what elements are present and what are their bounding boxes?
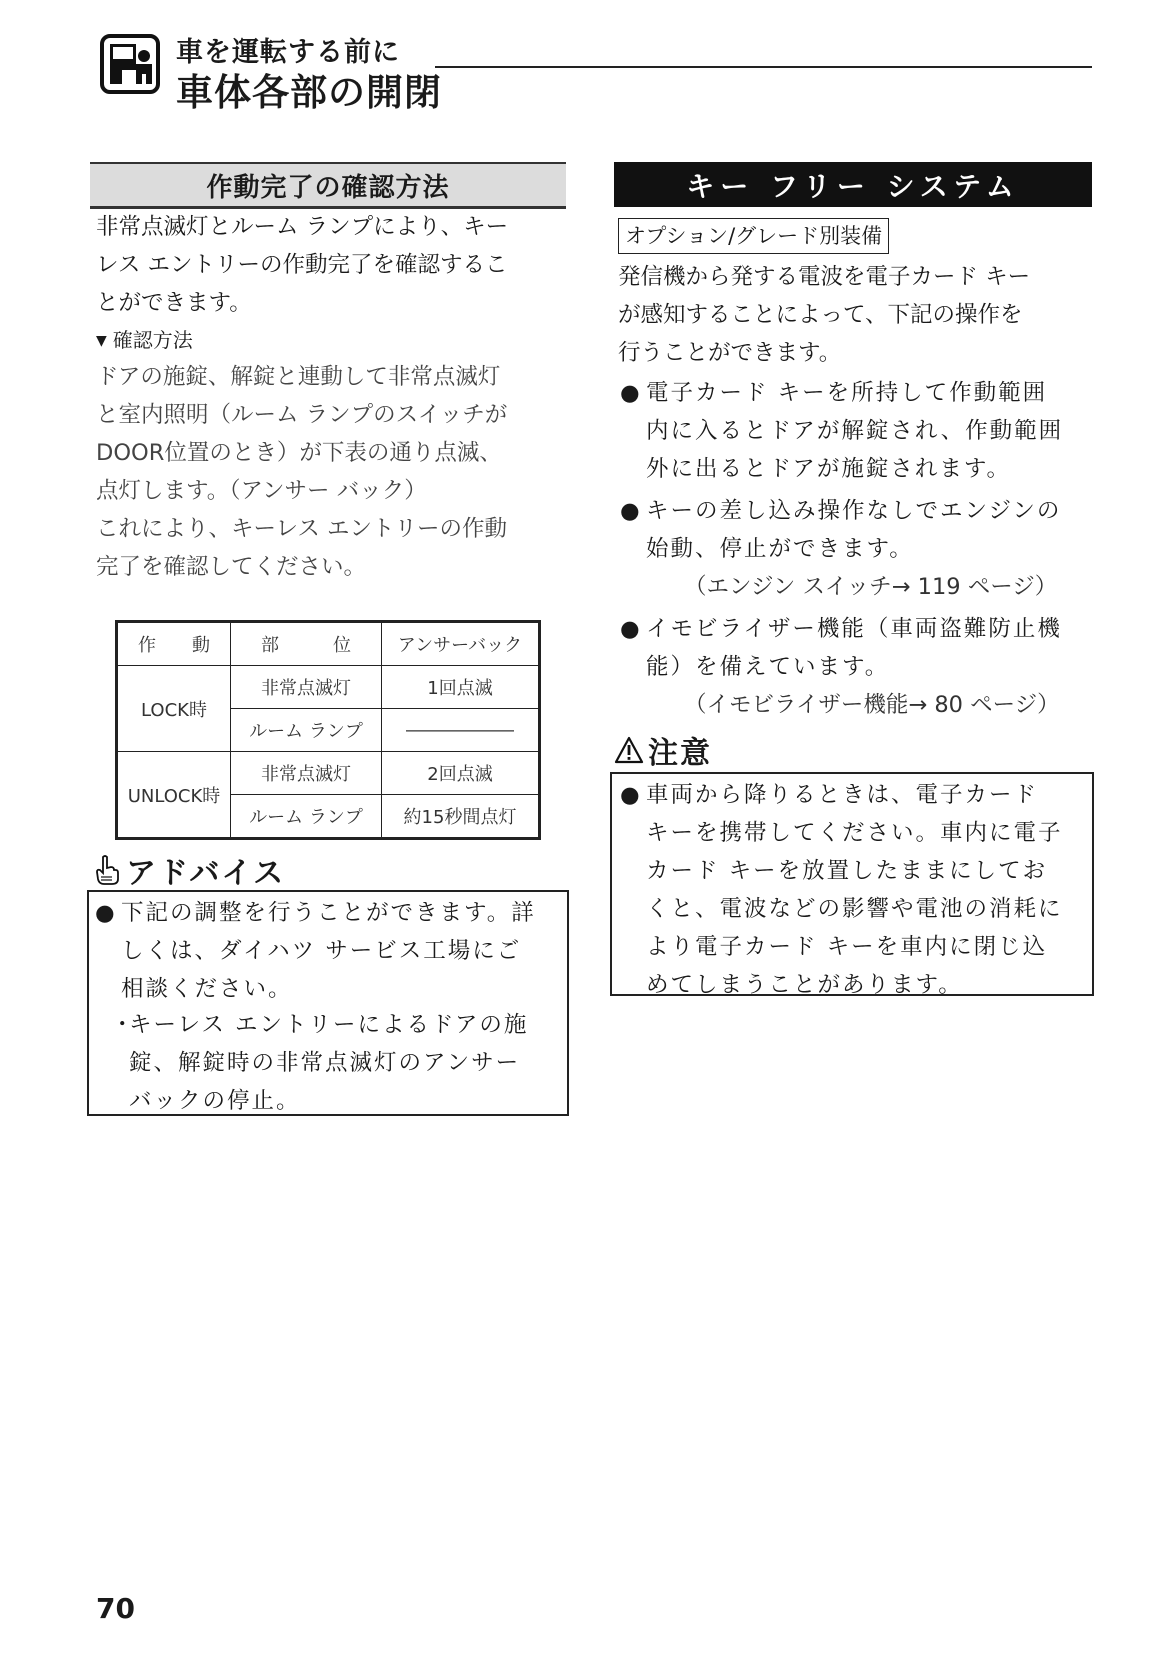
text-line: レス エントリーの作動完了を確認するこ bbox=[96, 252, 508, 278]
text-line: より電子カード キーを車内に閉じ込 bbox=[646, 934, 1048, 960]
text-line: 行うことができます。 bbox=[618, 340, 842, 366]
text-line: これにより、キーレス エントリーの作動 bbox=[96, 516, 508, 542]
feature-bullet bbox=[620, 374, 1092, 488]
text-line: キーレス エントリーによるドアの施 bbox=[129, 1012, 529, 1038]
text-line: 発信機から発する電波を電子カード キー bbox=[618, 264, 1031, 290]
table-cell-answer: 2回点滅 bbox=[382, 752, 540, 795]
option-grade-tag: オプション/グレード別装備 bbox=[618, 218, 889, 254]
text-line: 点灯します。（アンサー バック） bbox=[96, 478, 427, 504]
text-line: ドアの施錠、解錠と連動して非常点滅灯 bbox=[96, 364, 501, 390]
table-cell-answer: 1回点滅 bbox=[382, 666, 540, 709]
table-header-cell: 部 位 bbox=[231, 622, 382, 666]
section-heading-text: キー フリー システム bbox=[686, 169, 1020, 203]
text-line: が感知することによって、下記の操作を bbox=[618, 302, 1023, 328]
text-line: バックの停止。 bbox=[129, 1088, 301, 1114]
table-cell-answer: 約15秒間点灯 bbox=[382, 795, 540, 839]
page-number: 70 bbox=[96, 1592, 135, 1625]
pointing-hand-icon bbox=[94, 855, 120, 885]
text-line: カード キーを放置したままにしてお bbox=[646, 858, 1048, 884]
text-line: しくは、ダイハツ サービス工場にご bbox=[121, 938, 522, 964]
section-heading-key-free-system bbox=[614, 162, 1092, 207]
advice-sub-bullet bbox=[111, 1006, 563, 1120]
right-intro bbox=[618, 258, 1092, 372]
left-intro bbox=[96, 208, 566, 322]
bullet-dot-icon: ● bbox=[620, 616, 642, 642]
answer-back-table bbox=[115, 620, 541, 840]
text-line: 始動、停止ができます。 bbox=[646, 536, 914, 562]
chapter-subtitle: 車を運転する前に bbox=[176, 37, 400, 68]
text-line: と室内照明（ルーム ランプのスイッチが bbox=[96, 402, 508, 428]
table-cell-part: 非常点滅灯 bbox=[231, 752, 382, 795]
text-line: キーを携帯してください。車内に電子 bbox=[646, 820, 1063, 846]
header-rule bbox=[435, 66, 1092, 68]
table-cell-action: UNLOCK時 bbox=[117, 752, 231, 839]
triangle-down-icon: ▼ bbox=[96, 333, 107, 349]
text-line: くと、電波などの影響や電池の消耗に bbox=[646, 896, 1063, 922]
warning-triangle-icon bbox=[614, 736, 644, 764]
bullet-dot-icon: ● bbox=[620, 498, 642, 524]
driver-door-icon bbox=[100, 34, 160, 94]
text-line: キーの差し込み操作なしでエンジンの bbox=[646, 498, 1062, 524]
bullet-dot-icon: ● bbox=[620, 380, 642, 406]
advice-box bbox=[87, 890, 569, 1116]
text-line: 車両から降りるときは、電子カード bbox=[646, 782, 1039, 808]
bullet-dot-icon: ● bbox=[620, 782, 642, 808]
text-line: めてしまうことがあります。 bbox=[646, 972, 963, 998]
section-heading-operation-confirm bbox=[90, 162, 566, 209]
advice-heading bbox=[94, 848, 285, 892]
text-line: 内に入るとドアが解錠され、作動範囲 bbox=[646, 418, 1064, 444]
advice-title: アドバイス bbox=[126, 856, 286, 891]
feature-bullet bbox=[620, 492, 1092, 606]
table-row bbox=[117, 666, 540, 709]
text-line: 外に出るとドアが施錠されます。 bbox=[646, 456, 1012, 482]
page-title: 車体各部の開閉 bbox=[176, 71, 442, 114]
page-reference: （エンジン スイッチ→ 119 ページ） bbox=[684, 574, 1058, 600]
text-line: DOOR位置のとき）が下表の通り点滅、 bbox=[96, 440, 502, 466]
table-cell-part: ルーム ランプ bbox=[231, 709, 382, 752]
text-line: 錠、解錠時の非常点滅灯のアンサー bbox=[129, 1050, 521, 1076]
table-header-cell: アンサーバック bbox=[382, 622, 540, 666]
text-line: 能）を備えています。 bbox=[646, 654, 890, 680]
table-header-cell: 作 動 bbox=[117, 622, 231, 666]
caution-bullet bbox=[620, 776, 1090, 1004]
table-cell-answer: ―――――― bbox=[382, 709, 540, 752]
caution-box bbox=[610, 772, 1094, 996]
method-label: 確認方法 bbox=[112, 328, 193, 352]
caution-title: 注意 bbox=[648, 736, 712, 771]
caution-heading bbox=[614, 728, 712, 772]
method-subheading bbox=[96, 326, 566, 355]
table-row bbox=[117, 752, 540, 795]
small-bullet-icon: ・ bbox=[111, 1012, 136, 1038]
bullet-dot-icon: ● bbox=[95, 900, 117, 926]
table-cell-action: LOCK時 bbox=[117, 666, 231, 752]
text-line: イモビライザー機能（車両盗難防止機 bbox=[646, 616, 1062, 642]
method-text bbox=[96, 358, 566, 586]
advice-bullet bbox=[95, 894, 561, 1008]
table-cell-part: ルーム ランプ bbox=[231, 795, 382, 839]
text-line: 下記の調整を行うことができます。詳 bbox=[121, 900, 536, 926]
feature-bullet bbox=[620, 610, 1092, 724]
text-line: 完了を確認してください。 bbox=[96, 554, 367, 580]
text-line: 相談ください。 bbox=[121, 976, 293, 1002]
page-reference: （イモビライザー機能→ 80 ページ） bbox=[684, 692, 1060, 718]
section-heading-text: 作動完了の確認方法 bbox=[206, 172, 450, 203]
text-line: 電子カード キーを所持して作動範囲 bbox=[646, 380, 1048, 406]
table-header-row bbox=[117, 622, 540, 666]
table-cell-part: 非常点滅灯 bbox=[231, 666, 382, 709]
text-line: 非常点滅灯とルーム ランプにより、キー bbox=[96, 214, 509, 240]
text-line: とができます。 bbox=[96, 290, 252, 316]
